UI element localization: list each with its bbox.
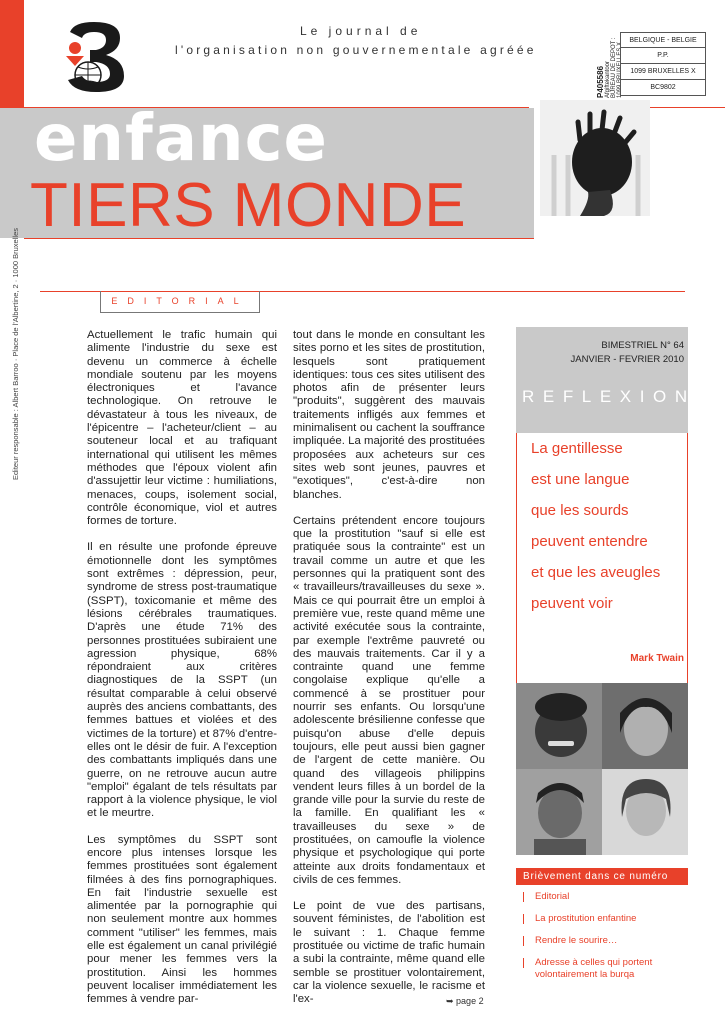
list-item[interactable]: Rendre le sourire… (516, 935, 688, 947)
postal-row: 1099 BRUXELLES X (620, 64, 706, 80)
paragraph: Les symptômes du SSPT sont encore plus intenses lorsque les femmes prostituées sont également filmées à des fins pornographiques. En fait l'industrie sexuelle est alimentée par la pornographie qui non seulement montre aux hommes comment "utiliser" les femmes, mais elle est également un canal privilégié pour mener les femmes vers la prostitution. Ainsi les hommes peuvent localiser immédiatement les femmes à vendre par- (87, 833, 277, 1006)
list-item[interactable]: Adresse à celles qui portent volontairement la burqa (516, 957, 688, 981)
quote-line: que les sourds (531, 502, 629, 519)
in-brief-list (516, 891, 688, 991)
girl-profile-photo (540, 100, 650, 216)
child-photo-3 (516, 769, 602, 855)
ngo-logo (60, 20, 130, 94)
continued-label: page 2 (456, 996, 484, 1006)
arrow-right-icon: ➥ (446, 996, 457, 1006)
reflexion-heading: REFLEXION (522, 387, 696, 406)
person-head-icon (69, 42, 81, 54)
postal-row: P.P. (620, 48, 706, 64)
child-photo-4 (602, 769, 688, 855)
journal-line-1: Le journal de (300, 24, 422, 38)
quote-line: La gentillesse (531, 440, 623, 457)
grey-edge-band (0, 108, 24, 238)
quote-line: et que les aveugles (531, 564, 661, 581)
title-enfance: enfance (34, 102, 328, 176)
issue-date: JANVIER - FEVRIER 2010 (570, 354, 684, 365)
issue-info (516, 339, 684, 367)
child-photo-2 (602, 683, 688, 769)
publisher-note: Editeur responsable : Albert Barroo · Place de l'Albertine, 2 · 1000 Bruxelles (11, 228, 20, 480)
in-brief-heading: Brièvement dans ce numéro (516, 868, 688, 885)
list-item[interactable]: Editorial (516, 891, 688, 903)
paragraph: Le point de vue des partisans, souvent féministes, de l'abolition est le suivant : 1. Chaque femme prostituée ou victime de trafic humain a subi la contrainte, même quand elle semble se prostituer volontairement, car la violence sexuelle, le racisme et l'ex- (293, 900, 485, 1006)
title-tiers-monde: TIERS MONDE (30, 171, 467, 240)
continued-note (446, 996, 484, 1007)
postal-number: P405586 (596, 65, 605, 98)
child-photo-1 (516, 683, 602, 769)
paragraph: Actuellement le trafic humain qui alimente l'industrie du sexe est devenu un commerce à échelle mondiale soutenu par les moyens électroniques et l'avance technologique. On retrouve le dévastateur à tous les niveaux, de l'épicentre – l'acheteur/client – au souteneur local et au trafiquant international qui utilisent les mêmes méthodes que l'époux violent afin d'assujettir leur victime : humiliations, menaces, coups, isolement social, contrôle économique, viol et autres formes de torture. (87, 329, 277, 528)
postal-box (620, 32, 706, 96)
children-photo-grid (516, 683, 688, 855)
editorial-column-1 (87, 329, 277, 1020)
list-item[interactable]: La prostitution enfantine (516, 913, 688, 925)
journal-line-2: l'organisation non gouvernementale agréée (175, 43, 537, 57)
editorial-column-2 (293, 329, 485, 1020)
postal-label-fr: BUREAU DE DEPOT : (611, 37, 617, 98)
postal-depot-block (596, 37, 623, 100)
quote-line: est une langue (531, 471, 630, 488)
editorial-label: EDITORIAL (100, 291, 260, 313)
quote-text (531, 433, 686, 619)
paragraph: tout dans le monde en consultant les sites porno et les sites de prostitution, lesquels sont pratiquement identiques: tous ces sites utilisent des photos afin de présenter leurs "produits", suggèrent des mauvais traitements infligés aux femmes et minimalisent ou cachent la souffrance impliquée. La majorité des prostituées proposées aux acheteurs sur ces sites web sont jeunes, pauvres et "exotiques", c'est-à-dire non blanches. (293, 329, 485, 501)
paragraph: Il en résulte une profonde épreuve émotionnelle dont les symptômes sont extrêmes : dépression, peur, syndrome de stress post-traumatique (SSPT), toxicomanie et même des lésions cérébrales traumatiques. D'après une étude 71% des personnes prostituées subiraient une agression physique, 68% répondraient aux critères diagnostiques de la SSPT (un résultat comparable à celui observé auprès des anciens combattants, des femmes battues et violées et des victimes de la torture) et 87% d'entre-elles ont le désir de fuir. A l'exception des combattants impliqués dans une guerre, on ne retrouve aucun autre "emploi" égalant de tels résultats par rapport à la violence physique, le viol et le meurtre. (87, 541, 277, 820)
postal-row: BC9802 (620, 80, 706, 96)
quote-line: peuvent entendre (531, 533, 648, 550)
quote-author: Mark Twain (630, 653, 684, 664)
quote-line: peuvent voir (531, 595, 613, 612)
issue-number: BIMESTRIEL N° 64 (601, 340, 684, 351)
postal-label-nl: Afgiftekantoor (605, 60, 611, 98)
paragraph: Certains prétendent encore toujours que la prostitution "sauf si elle est pratiquée sous la contrainte" est un travail comme un autre et que les personnes qui la pratiquent sont des « travailleurs/travailleuses du sexe ». Mais ce qui pourrait être un emploi à première vue, reste quand même une activité exécutée sous la contrainte, par exemple l'extrême pauvreté ou des mauvais traitements. Car il y a contrainte quand une femme congolaise explique qu'elle a commencé à se prostituer pour nourrir ses enfants. Ou lorsqu'une adolescente brésilienne confesse que puisqu'on abuse d'elle depuis toujours, elle peut aussi bien gagner de l'argent de cette manière. Ou quand des villageois philippins vendent leurs filles à un bordel de la grande ville pour la survie du reste de la famille. En qualifiant les « travailleuses du sexe » de prostituées, on camoufle la violence physique et psychologique qui porte atteinte aux droits fondamentaux et civils de ces femmes. (293, 514, 485, 886)
postal-row: BELGIQUE - BELGIE (620, 32, 706, 48)
postal-office: 1099 BRUXELLES X (617, 41, 623, 98)
